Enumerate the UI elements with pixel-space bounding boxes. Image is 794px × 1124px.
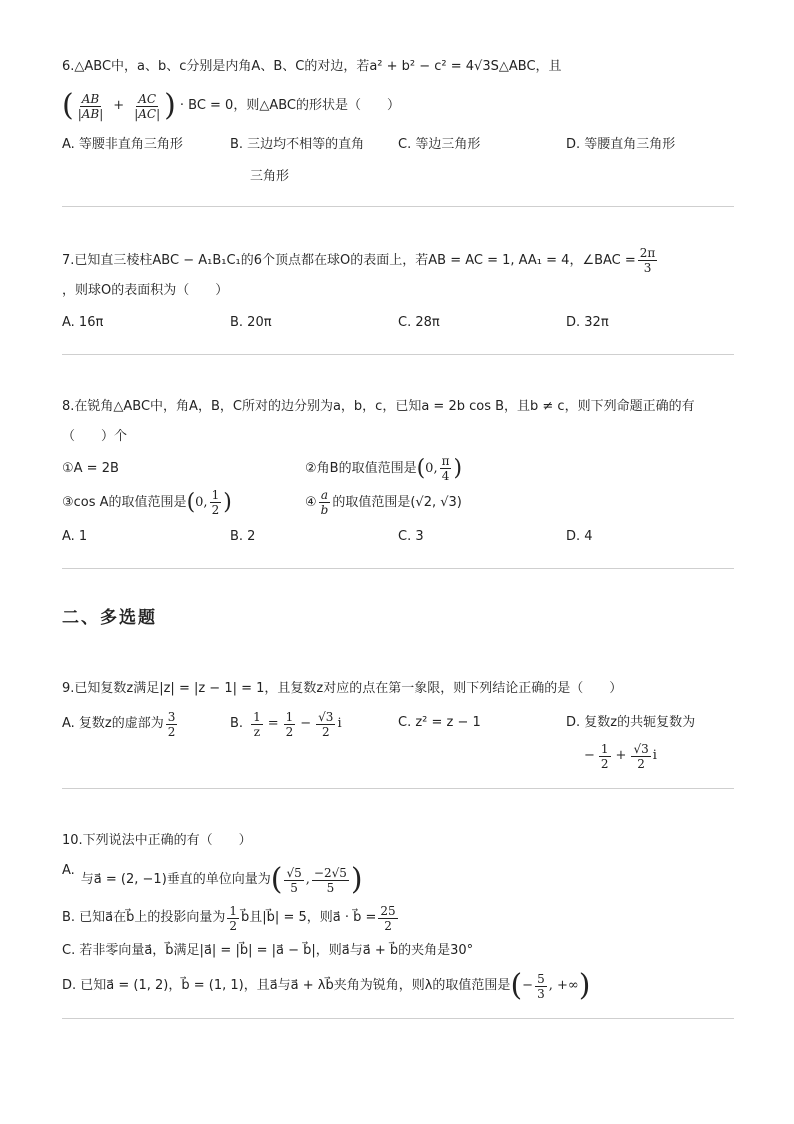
q10-a-den2: 5 <box>326 880 335 895</box>
q7-option-b[interactable]: B. 20π <box>230 315 272 330</box>
q9-d-i: i <box>652 748 657 763</box>
q9-b-num3: √3 <box>318 709 334 724</box>
q10-b-den2: 2 <box>384 918 392 933</box>
q9-d-den2: 2 <box>637 756 645 771</box>
q7-option-c[interactable]: C. 28π <box>398 315 440 330</box>
q6-stem-tail: · BC = 0，则△ABC的形状是（ ） <box>179 98 400 113</box>
q10-a-frac1 <box>284 866 303 895</box>
q7-option-a[interactable]: A. 16π <box>62 315 104 330</box>
q9-d-num1: 1 <box>600 741 609 756</box>
divider <box>62 354 734 355</box>
q8-s2-text: ②角B的取值范围是 <box>305 460 417 476</box>
q9-d-frac2 <box>631 742 650 771</box>
q9-b-eq: = <box>267 716 279 731</box>
q6-option-d[interactable]: D. 等腰直角三角形 <box>566 137 676 152</box>
q6-stem-line2 <box>62 84 400 128</box>
q9-b-label: B. <box>230 716 244 731</box>
q6-abs-ab: |AB| <box>77 106 104 121</box>
q8-s2-lower: 0, <box>425 460 438 476</box>
q8-s4-label: ④ <box>305 494 317 510</box>
q6-plus: + <box>113 98 125 113</box>
q9-b-num2: 1 <box>285 709 294 724</box>
q9-option-c[interactable]: C. z² = z − 1 <box>398 715 481 730</box>
q6-right-paren: ) <box>164 88 176 123</box>
q6-option-c[interactable]: C. 等边三角形 <box>398 137 481 152</box>
q10-b-den: 2 <box>229 918 238 933</box>
divider <box>62 568 734 569</box>
q8-statement-2: ②角B的取值范围是 ( 0, $\frac{\pi}{4}$ ) <box>305 454 463 483</box>
q9-a-den: 2 <box>167 724 176 739</box>
q10-d-frac <box>535 972 547 1001</box>
q9-b-frac2 <box>284 710 296 739</box>
q9-d-den1: 2 <box>600 756 609 771</box>
q10-option-a[interactable]: A. 与a⃗ = (2, −1)垂直的单位向量为 ( $\frac{√5}{5}$ , $\frac{-2√5}{5}$ ) <box>62 862 363 897</box>
q6-vec-ab: AB <box>81 91 100 106</box>
q10-b-num2: 25 <box>380 903 396 918</box>
q8-s3-num: 1 <box>211 488 220 502</box>
q10-b-num: 1 <box>229 903 238 918</box>
q10-a-comma: , <box>305 872 310 887</box>
q10-option-b[interactable] <box>62 900 400 936</box>
q10-d-den: 3 <box>537 986 545 1001</box>
q8-option-c[interactable]: C. 3 <box>398 529 424 544</box>
q10-option-d[interactable]: D. 已知a⃗ = (1, 2)，b⃗ = (1, 1)，且a⃗与a⃗ + λb⃗夹角为锐角，则λ的取值范围是 ( − $\frac{5}{3}$ , +∞ ) <box>62 968 591 1003</box>
q10-stem: 10.下列说法中正确的有（ ） <box>62 833 252 848</box>
q8-statement-4 <box>305 488 462 517</box>
q10-d-text: D. 已知a⃗ = (1, 2)，b⃗ = (1, 1)，且a⃗与a⃗ + λb⃗夹角为锐角，则λ的取值范围是 <box>62 978 511 993</box>
q8-stem-line1: 8.在锐角△ABC中，角A，B，C所对的边分别为a，b，c，已知a = 2b cos B，且b ≠ c，则下列命题正确的有 <box>62 399 695 414</box>
q7-stem-line1 <box>62 246 659 275</box>
q7-angle-frac <box>638 246 658 275</box>
q9-b-frac3 <box>316 710 335 739</box>
q7-stem-line2: ，则球O的表面积为（ ） <box>62 283 229 298</box>
q8-stem-line2: （ ）个 <box>62 429 128 444</box>
q8-s2-frac <box>440 454 452 483</box>
q6-abs-ac: |AC| <box>134 106 161 121</box>
q10-b-text: B. 已知a⃗在b⃗上的投影向量为 <box>62 910 226 925</box>
q6-frac-ac <box>132 92 162 121</box>
q9-option-d-value <box>584 738 657 774</box>
q8-s4-text: 的取值范围是(√2, √3) <box>332 494 462 510</box>
q9-d-frac1 <box>599 742 611 771</box>
q10-d-post: , +∞ <box>548 978 579 993</box>
q8-option-d[interactable]: D. 4 <box>566 529 593 544</box>
q9-b-num1: 1 <box>253 709 261 724</box>
q9-option-b[interactable] <box>230 706 342 742</box>
q6-left-paren: ( <box>62 88 74 123</box>
q8-statement-3: ③cos A的取值范围是 ( 0, $\frac{1}{2}$ ) <box>62 488 232 517</box>
q10-option-c[interactable]: C. 若非零向量a⃗，b⃗满足|a⃗| = |b⃗| = |a⃗ − b⃗|，则a⃗与a⃗ + b⃗的夹角是30° <box>62 943 474 958</box>
q9-a-frac <box>166 710 178 739</box>
q10-a-frac2 <box>312 866 349 895</box>
q8-option-a[interactable]: A. 1 <box>62 529 88 544</box>
q6-option-b-cont: 三角形 <box>250 169 290 184</box>
q7-frac-den: 3 <box>643 261 652 275</box>
q8-s3-lower: 0, <box>195 494 208 510</box>
q9-b-i: i <box>337 716 342 731</box>
q10-b-mid: b⃗且|b⃗| = 5，则a⃗ · b⃗ = <box>241 910 377 925</box>
q9-b-minus: − <box>300 716 312 731</box>
q10-b-frac <box>227 904 239 933</box>
q6-frac-ab <box>76 92 106 121</box>
q9-a-text: A. 复数z的虚部为 <box>62 716 164 731</box>
q8-s2-den: 4 <box>441 469 450 483</box>
q8-s3-frac <box>210 488 222 517</box>
q10-a-num1: √5 <box>286 865 302 880</box>
q10-b-frac2 <box>378 904 397 933</box>
q6-option-a[interactable]: A. 等腰非直角三角形 <box>62 137 183 152</box>
q8-s3-den: 2 <box>211 503 220 517</box>
q9-b-den3: 2 <box>321 724 330 739</box>
divider <box>62 206 734 207</box>
q10-a-text: 与a⃗ = (2, −1)垂直的单位向量为 <box>80 872 271 887</box>
divider <box>62 788 734 789</box>
q10-a-den1: 5 <box>290 880 298 895</box>
q9-b-den2: 2 <box>285 724 294 739</box>
q6-vec-ac: AC <box>138 91 157 106</box>
q8-s4-den: b <box>320 503 329 517</box>
q6-stem-line1: 6.△ABC中，a、b、c分别是内角A、B、C的对边，若a² + b² − c² = 4√3S△ABC，且 <box>62 59 562 74</box>
divider <box>62 1018 734 1019</box>
q9-b-frac1 <box>251 710 263 739</box>
q10-a-num2: −2√5 <box>313 865 347 880</box>
q8-s4-frac <box>319 488 331 517</box>
q7-option-d[interactable]: D. 32π <box>566 315 609 330</box>
q7-frac-num: 2π <box>639 246 656 260</box>
q8-s2-num: π <box>441 454 450 468</box>
q9-b-den1: z <box>253 724 261 739</box>
q10-a-label: A. <box>62 863 75 878</box>
q8-option-b[interactable]: B. 2 <box>230 529 256 544</box>
q9-d-num2: √3 <box>633 741 649 756</box>
q9-a-num: 3 <box>167 709 176 724</box>
section-title: 二、多选题 <box>62 608 157 628</box>
q9-stem: 9.已知复数z满足|z| = |z − 1| = 1，且复数z对应的点在第一象限，则下列结论正确的是（ ） <box>62 681 623 696</box>
q10-d-num: 5 <box>537 971 545 986</box>
q8-s3-text: ③cos A的取值范围是 <box>62 494 187 510</box>
q8-s4-num: a <box>320 488 329 502</box>
q6-option-b[interactable]: B. 三边均不相等的直角 <box>230 137 365 152</box>
q9-d-minus: − <box>584 748 595 763</box>
q8-statement-1: ①A = 2B <box>62 461 119 476</box>
q9-option-a[interactable] <box>62 706 179 742</box>
q9-d-plus: + <box>615 748 627 763</box>
q9-option-d[interactable]: D. 复数z的共轭复数为 <box>566 715 696 730</box>
q7-stem-text: 7.已知直三棱柱ABC − A₁B₁C₁的6个顶点都在球O的表面上，若AB = AC = 1, AA₁ = 4，∠BAC = <box>62 252 636 268</box>
q10-d-minus: − <box>522 978 534 993</box>
